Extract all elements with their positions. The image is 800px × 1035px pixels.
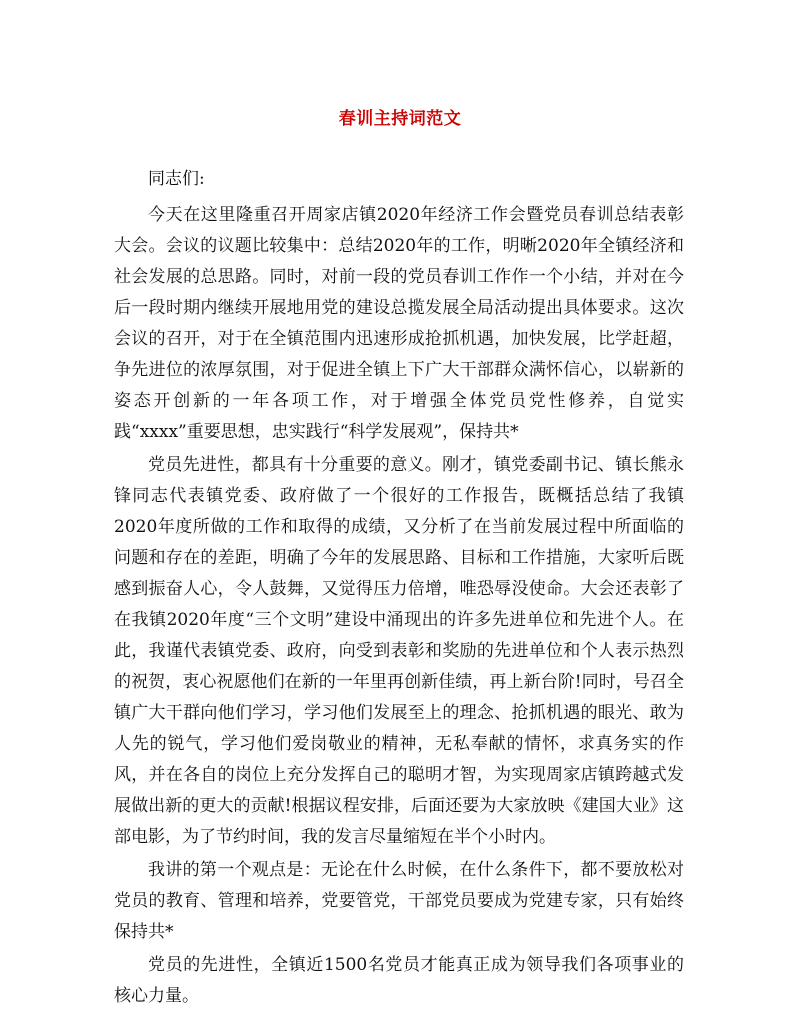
paragraph-2: 党员先进性，都具有十分重要的意义。刚才，镇党委副书记、镇长熊永锋同志代表镇党委、政府做了一个很好的工作报告，既概括总结了我镇2020年度所做的工作和取得的成绩，又分析了在当前发展过程中所面临的问题和存在的差距，明确了今年的发展思路、目标和工作措施，大家听后既感到振奋人心，令人鼓舞，又觉得压力倍增，唯恐辱没使命。大会还表彰了在我镇2020年度“三个文明”建设中涌现出的许多先进单位和先进个人。在此，我谨代表镇党委、政府，向受到表彰和奖励的先进单位和个人表示热烈的祝贺，衷心祝愿他们在新的一年里再创新佳绩，再上新台阶!同时，号召全镇广大干群向他们学习，学习他们发展至上的理念、抢抓机遇的眼光、敢为人先的锐气，学习他们爱岗敬业的精神，无私奉献的情怀，求真务实的作风，并在各自的岗位上充分发挥自己的聪明才智，为实现周家店镇跨越式发展做出新的更大的贡献!根据议程安排，后面还要为大家放映《建国大业》这部电影，为了节约时间，我的发言尽量缩短在半个小时内。 [114,455,684,847]
document-title: 春训主持词范文 [338,109,462,129]
paragraph-3: 我讲的第一个观点是：无论在什么时候，在什么条件下，都不要放松对党员的教育、管理和培养，党要管党，干部党员要成为党建专家，只有始终保持共* [114,860,684,942]
paragraph-1: 今天在这里隆重召开周家店镇2020年经济工作会暨党员春训总结表彰大会。会议的议题比较集中：总结2020年的工作，明晰2020年全镇经济和社会发展的总思路。同时，对前一段的党员春训工作作一个小结，并对在今后一段时期内继续开展地用党的建设总揽发展全局活动提出具体要求。这次会议的召开，对于在全镇范围内迅速形成抢抓机遇，加快发展，比学赶超，争先进位的浓厚氛围，对于促进全镇上下广大干部群众满怀信心，以崭新的姿态开创新的一年各项工作，对于增强全体党员党性修养，自觉实践“xxxx”重要思想，忠实践行“科学发展观”，保持共* [114,205,684,442]
document-body [114,164,684,1012]
greeting: 同志们: [148,169,205,189]
paragraph-4: 党员的先进性，全镇近1500名党员才能真正成为领导我们各项事业的核心力量。 [114,955,684,1006]
